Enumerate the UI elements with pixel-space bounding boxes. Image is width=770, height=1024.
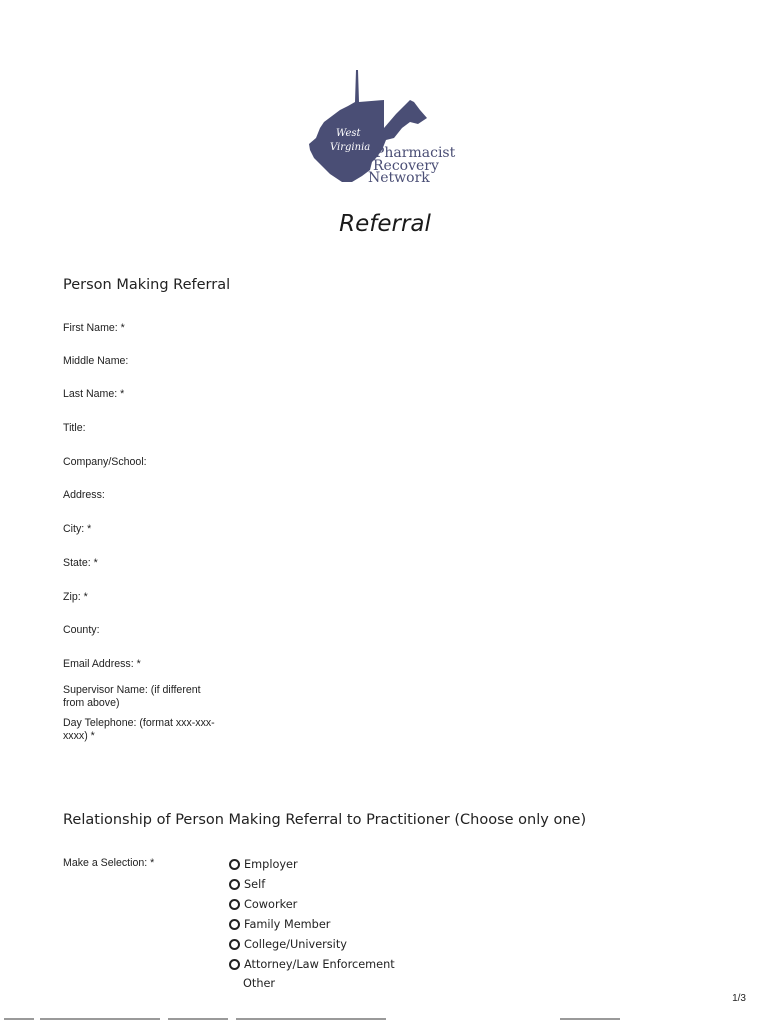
radio-option-college-university[interactable] [229, 934, 395, 954]
radio-option-attorney-law-enforcement[interactable] [229, 954, 395, 974]
radio-button-icon[interactable] [229, 859, 240, 870]
radio-option-label: Other [243, 976, 276, 990]
radio-button-icon[interactable] [229, 919, 240, 930]
radio-option-label: Attorney/Law Enforcement [244, 957, 395, 971]
field-label-title: Title: [63, 422, 86, 434]
radio-option-coworker[interactable] [229, 894, 395, 914]
radio-option-label: Family Member [244, 917, 331, 931]
radio-option-label: College/University [244, 937, 347, 951]
field-label-day-telephone: Day Telephone: (format xxx-xxx-xxxx) * [63, 717, 215, 742]
svg-text:Network: Network [368, 170, 430, 186]
radio-option-family-member[interactable] [229, 914, 395, 934]
footer-divider [0, 1017, 770, 1021]
radio-button-icon[interactable] [229, 939, 240, 950]
field-label-address: Address: [63, 489, 105, 501]
field-label-first-name: First Name: * [63, 322, 125, 334]
svg-text:Recovery: Recovery [373, 158, 439, 174]
field-label-zip: Zip: * [63, 591, 88, 603]
field-label-city: City: * [63, 523, 92, 535]
svg-text:Virginia: Virginia [330, 142, 371, 153]
radio-option-employer[interactable] [229, 854, 395, 874]
radio-button-icon[interactable] [229, 959, 240, 970]
field-label-supervisor-name: Supervisor Name: (if different from above) [63, 684, 201, 709]
radio-option-label: Employer [244, 857, 298, 871]
radio-button-icon[interactable] [229, 899, 240, 910]
field-label-state: State: * [63, 557, 98, 569]
field-label-county: County: [63, 624, 100, 636]
field-label-company-school: Company/School: [63, 456, 147, 468]
section-heading-relationship: Relationship of Person Making Referral to Practitioner (Choose only one) [63, 812, 587, 828]
page-title: Referral [339, 211, 431, 237]
page-number: 1/3 [732, 993, 746, 1004]
field-label-email-address: Email Address: * [63, 658, 141, 670]
relationship-radio-group [229, 854, 395, 992]
wv-pharmacist-recovery-network-logo [300, 66, 475, 188]
field-label-last-name: Last Name: * [63, 388, 125, 400]
radio-option-other[interactable] [229, 974, 395, 992]
radio-button-icon[interactable] [229, 879, 240, 890]
svg-text:Pharmacist: Pharmacist [375, 145, 456, 161]
radio-option-label: Self [244, 877, 266, 891]
radio-option-self[interactable] [229, 874, 395, 894]
svg-text:West: West [336, 128, 361, 139]
field-label-middle-name: Middle Name: [63, 355, 129, 367]
make-a-selection-label: Make a Selection: * [63, 857, 155, 869]
section-heading-person-making-referral: Person Making Referral [63, 277, 231, 293]
radio-option-label: Coworker [244, 897, 298, 911]
